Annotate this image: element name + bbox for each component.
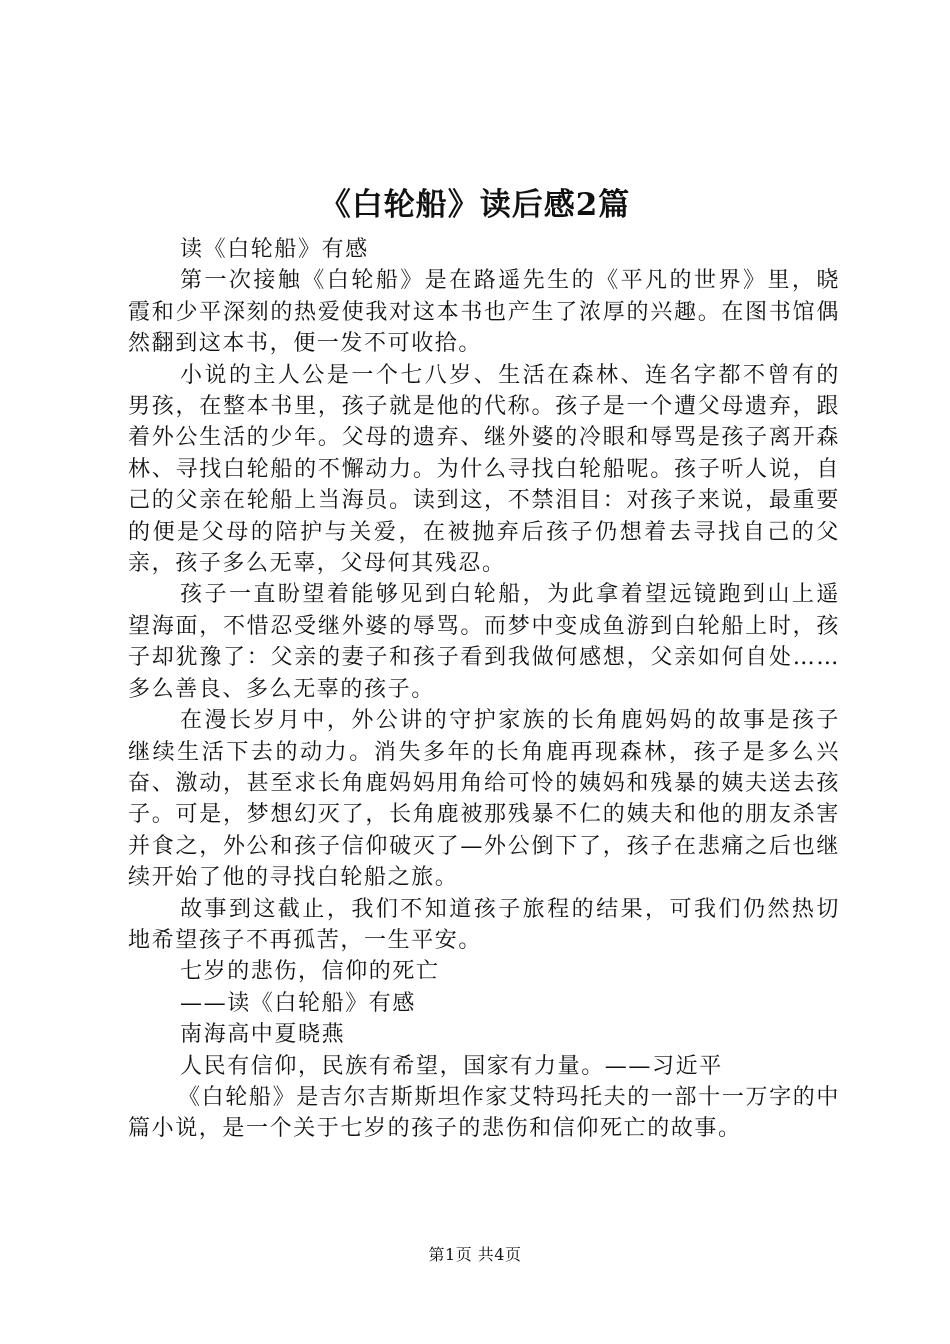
paragraph: 故事到这截止，我们不知道孩子旅程的结果，可我们仍然热切地希望孩子不再孤苦，一生平安。 [128,896,840,953]
paragraph: 孩子一直盼望着能够见到白轮船，为此拿着望远镜跑到山上遥望海面，不惜忍受继外婆的辱骂。而梦中变成鱼游到白轮船上时，孩子却犹豫了：父亲的妻子和孩子看到我做何感想，父亲如何自处……多么善良、多么无辜的孩子。 [128,582,840,702]
document-title: 《白轮船》读后感2篇 [319,187,631,223]
paragraph: 在漫长岁月中，外公讲的守护家族的长角鹿妈妈的故事是孩子继续生活下去的动力。消失多年的长角鹿再现森林，孩子是多么兴奋、激动，甚至求长角鹿妈妈用角给可怜的姨妈和残暴的姨夫送去孩子。可是，梦想幻灭了，长角鹿被那残暴不仁的姨夫和他的朋友杀害并食之，外公和孩子信仰破灭了—外公倒下了，孩子在悲痛之后也继续开始了他的寻找白轮船之旅。 [128,708,840,891]
quote-line: 人民有信仰，民族有希望，国家有力量。——习近平 [180,1053,723,1079]
document-body [128,234,840,1145]
paragraph: 小说的主人公是一个七八岁、生活在森林、连名字都不曾有的男孩，在整本书里，孩子就是他的代称。孩子是一个遭父母遗弃，跟着外公生活的少年。父母的遗弃、继外婆的冷眼和辱骂是孩子离开森林、寻找白轮船的不懈动力。为什么寻找白轮船呢。孩子听人说，自己的父亲在轮船上当海员。读到这，不禁泪目：对孩子来说，最重要的便是父母的陪护与关爱，在被抛弃后孩子仍想着去寻找自己的父亲，孩子多么无辜，父母何其残忍。 [128,362,840,577]
paragraph: 读《白轮船》有感 [180,237,369,262]
subtitle: 七岁的悲伤，信仰的死亡 [180,959,440,985]
paragraph: 第一次接触《白轮船》是在路遥先生的《平凡的世界》里，晓霞和少平深刻的热爱使我对这本书也产生了浓厚的兴趣。在图书馆偶然翻到这本书，便一发不可收拾。 [128,268,840,357]
subtitle: ——读《白轮船》有感 [180,990,417,1016]
author-line: 南海高中夏晓燕 [180,1022,346,1048]
page-footer: 第1页 共4页 [428,1245,522,1264]
paragraph: 《白轮船》是吉尔吉斯斯坦作家艾特玛托夫的一部十一万字的中篇小说，是一个关于七岁的孩子的悲伤和信仰死亡的故事。 [128,1084,840,1142]
